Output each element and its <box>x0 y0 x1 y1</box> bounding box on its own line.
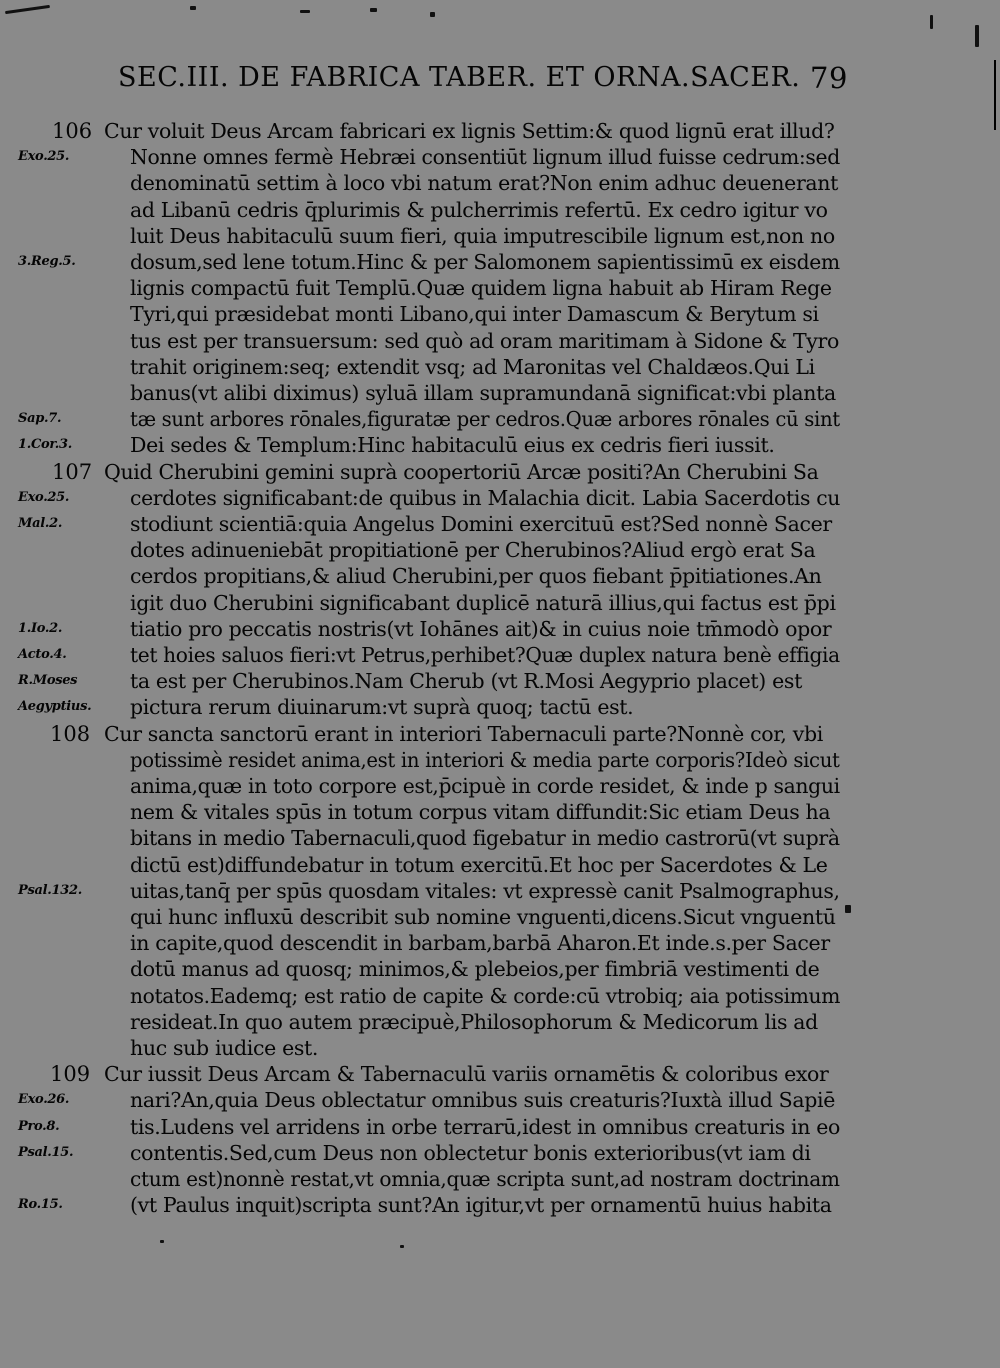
line-text: ctum est)nonnè restat,vt omnia,quæ scripta sunt,ad nostram doctrinam <box>130 1167 840 1191</box>
line-text: ta est per Cherubinos.Nam Cherub (vt R.Mosi Aegyprio placet) est <box>130 669 802 694</box>
line-text: cerdotes significabant:de quibus in Malachia dicit. Labia Sacerdotis cu <box>130 485 841 510</box>
scan-speck <box>930 15 933 29</box>
running-header <box>118 61 848 95</box>
margin-reference: Exo.25. <box>18 149 70 165</box>
line-text: cerdos propitians,& aliud Cherubini,per quos fiebant p̄pitiationes.An <box>130 564 822 589</box>
margin-reference: Acto.4. <box>18 647 67 662</box>
margin-reference: 3.Reg.5. <box>18 254 76 269</box>
line-text: bitans in medio Tabernaculi,quod figebatur in medio castrorū(vt suprà <box>130 826 840 851</box>
line-text: Cur sancta sanctorū erant in interiori Tabernaculi parte?Nonnè cor, vbi <box>104 721 823 746</box>
line-text: tis.Ludens vel arridens in orbe terrarū,idest in omnibus creaturis in eo <box>130 1114 840 1139</box>
line-text: dotū manus ad quosq; minimos,& plebeios,per fimbriā vestimenti de <box>130 957 820 982</box>
line-text: tæ sunt arbores rōnales,figuratæ per cedros.Quæ arbores rōnales cū sint <box>130 407 840 432</box>
line-text: Tyri,qui præsidebat monti Libano,qui inter Damascum & Berytum si <box>130 302 819 327</box>
scan-speck <box>190 6 196 10</box>
line-text: notatos.Eademq; est ratio de capite & corde:cū vtrobiq; aia potissimum <box>130 983 841 1008</box>
question-number: 106 <box>52 119 93 143</box>
line-text: lignis compactū fuit Templū.Quæ quidem ligna habuit ab Hiram Rege <box>130 276 832 301</box>
line-text: contentis.Sed,cum Deus non oblectetur bonis exterioribus(vt iam di <box>130 1140 811 1165</box>
running-title: SEC.III. DE FABRICA TABER. ET ORNA.SACER. <box>118 62 801 93</box>
scan-speck <box>160 1240 164 1243</box>
line-text: potissimè residet anima,est in interiori & media parte corporis?Ideò sicut <box>130 747 840 772</box>
question-number: 107 <box>52 459 93 484</box>
line-text: luit Deus habitaculū suum fieri, quia imputrescibile lignum est,non no <box>130 223 835 248</box>
line-text: dictū est)diffundebatur in totum exercitū.Et hoc per Sacerdotes & Le <box>130 852 828 877</box>
line-text: huc sub iudice est. <box>130 1036 319 1060</box>
line-text: Dei sedes & Templum:Hinc habitaculū eius ex cedris fieri iussit. <box>130 433 775 458</box>
margin-reference: Exo.25. <box>18 489 70 505</box>
margin-reference: Psal.132. <box>18 882 82 898</box>
line-text: denominatū settim à loco vbi natum erat?Non enim adhuc deuenerant <box>130 171 839 196</box>
question-number: 109 <box>50 1062 91 1087</box>
line-text: igit duo Cherubini significabant duplicē naturā illius,qui factus est p̄pi <box>130 590 836 615</box>
margin-reference: 1.Cor.3. <box>18 437 72 453</box>
margin-reference: Aegyptius. <box>18 699 92 715</box>
line-text: trahit originem:seq; extendit vsq; ad Maronitas vel Chaldæos.Qui Li <box>130 354 815 379</box>
margin-reference: R.Moses <box>18 673 78 689</box>
line-text: pictura rerum diuinarum:vt suprà quoq; tactū est. <box>130 695 634 720</box>
scan-speck <box>845 905 851 913</box>
line-text: qui hunc influxū describit sub nomine vnguenti,dicens.Sicut vnguentū <box>130 905 836 929</box>
line-text: Nonne omnes fermè Hebræi consentiūt lignum illud fuisse cedrum:sed <box>130 145 840 170</box>
line-text: banus(vt alibi diximus) syluā illam supramundanā significat:vbi planta <box>130 381 836 405</box>
margin-reference: Ro.15. <box>18 1197 63 1213</box>
margin-reference: Sap.7. <box>18 411 62 427</box>
scan-speck <box>975 25 979 47</box>
line-text: stodiunt scientiā:quia Angelus Domini exercituū est?Sed nonnè Sacer <box>130 512 832 536</box>
scan-speck <box>300 10 310 13</box>
margin-reference: 1.Io.2. <box>18 620 63 636</box>
margin-reference: Psal.15. <box>18 1144 74 1160</box>
line-text: anima,quæ in toto corpore est,p̄cipuè in corde residet, & inde p sangui <box>130 774 840 798</box>
line-text: tus est per transuersum: sed quò ad oram maritimam à Sidone & Tyro <box>130 328 839 353</box>
question-number: 108 <box>50 721 91 746</box>
line-text: Quid Cherubini gemini suprà coopertoriū Arcæ positi?An Cherubini Sa <box>104 459 819 484</box>
margin-reference: Exo.26. <box>18 1092 70 1108</box>
scan-speck <box>430 12 435 17</box>
line-text: (vt Paulus inquit)scripta sunt?An igitur,vt per ornamentū huius habita <box>130 1193 832 1218</box>
line-text: tiatio pro peccatis nostris(vt Iohānes ait)& in cuius noie tm̄modò opor <box>130 616 832 641</box>
page-edge-shadow <box>994 60 996 130</box>
line-text: Cur voluit Deus Arcam fabricari ex lignis Settim:& quod lignū erat illud? <box>104 119 835 143</box>
line-text: dotes adinueniebāt propitiationē per Cherubinos?Aliud ergò erat Sa <box>130 538 816 563</box>
line-text: nari?An,quia Deus oblectatur omnibus suis creaturis?Iuxtà illud Sapiē <box>130 1088 836 1113</box>
line-text: Cur iussit Deus Arcam & Tabernaculū variis ornamētis & coloribus exor <box>104 1062 829 1087</box>
line-text: dosum,sed lene totum.Hinc & per Salomonem sapientissimū ex eisdem <box>130 250 840 274</box>
margin-reference: Mal.2. <box>18 516 63 531</box>
line-text: uitas,tanq̄ per spūs quosdam vitales: vt expressè canit Psalmographus, <box>130 878 840 903</box>
line-text: ad Libanū cedris q̄plurimis & pulcherrimis refertū. Ex cedro igitur vo <box>130 197 828 222</box>
scan-speck <box>5 5 50 14</box>
line-text: tet hoies saluos fieri:vt Petrus,perhibet?Quæ duplex natura benè effigia <box>130 643 840 667</box>
line-text: in capite,quod descendit in barbam,barbā Aharon.Et inde.s.per Sacer <box>130 931 830 956</box>
scan-speck <box>370 8 377 12</box>
margin-reference: Pro.8. <box>18 1118 60 1134</box>
line-text: nem & vitales spūs in totum corpus vitam diffundit:Sic etiam Deus ha <box>130 800 831 825</box>
line-text: resideat.In quo autem præcipuè,Philosophorum & Medicorum lis ad <box>130 1009 818 1034</box>
scan-speck <box>400 1245 404 1248</box>
page-number: 79 <box>810 61 848 95</box>
